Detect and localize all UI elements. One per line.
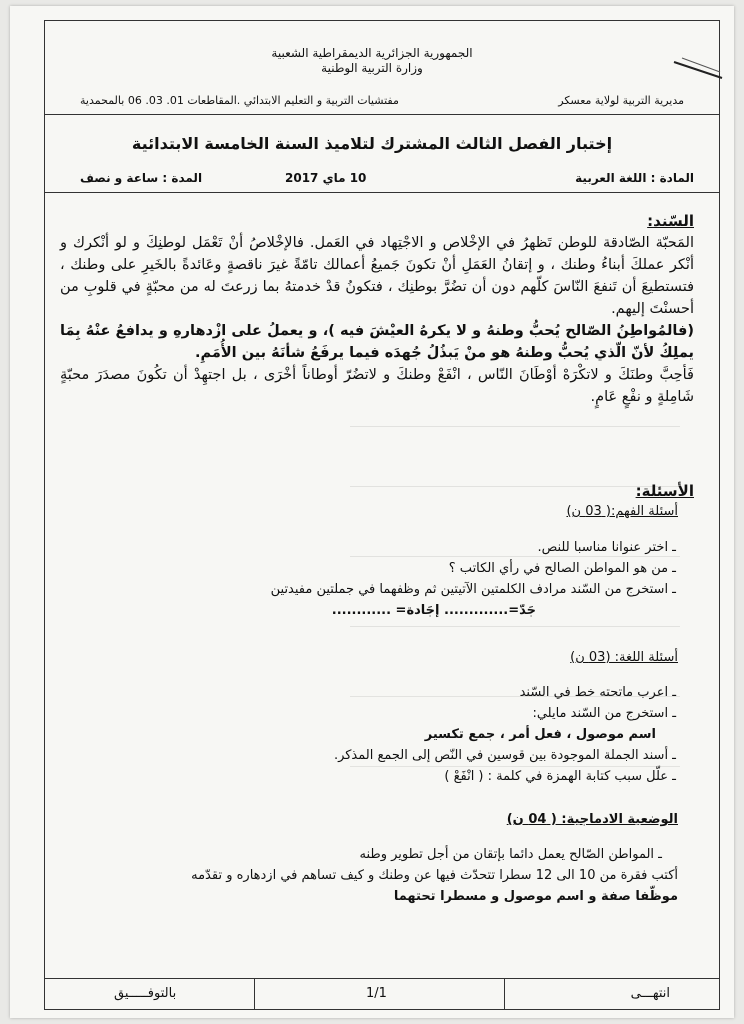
text-paragraph-2: (فالمُواطِنُ الصّالح يُحبُّ وطنهُ و لا يكرهُ العيْشَ فيه )، و يعملُ على ازْدهارهِ و يدافعُ عنْهُ بِمَا يملِكُ لأنّ الّذي يُحبُّ وطنهُ هو منْ يَبذُلُ جُهدَه فيما يرفَعُ شأنَهُ بين الأُمَمِ. bbox=[60, 323, 694, 361]
exam-title: إختبار الفصل الثالث المشترك لتلاميذ السنة الخامسة الابتدائية bbox=[131, 134, 613, 153]
extract-list: اسم موصول ، فعل أمر ، جمع تكسير bbox=[424, 727, 656, 742]
questions-heading: الأسئلة: bbox=[635, 482, 694, 500]
header-divider bbox=[44, 114, 720, 115]
directorate-name: مديرية التربية لولاية معسكر bbox=[558, 94, 684, 107]
republic-name: الجمهورية الجزائرية الديمقراطية الشعبية bbox=[271, 46, 473, 60]
exam-date: 10 ماي 2017 bbox=[285, 171, 367, 185]
exam-duration: المدة : ساعة و نصف bbox=[80, 171, 203, 185]
integration-title: الوضعية الادماجية: ( 04 ن) bbox=[506, 812, 678, 827]
text-paragraph-3: فَأحِبَّ وطنَكَ و لاتكْرَهْ أوْطَانَ النّاس ، انْفَعْ وطنكَ و لاتضُرّ أوطاناً أخْرَى ، بل اجتهِدْ أن تكُونَ مصدَرَ محبّةٍ شَامِلةٍ و نفْعٍ عَامٍ. bbox=[60, 367, 694, 405]
text-body bbox=[60, 232, 694, 408]
header-republic-block bbox=[10, 46, 734, 76]
comprehension-q2: ـ من هو المواطن الصالح في رأي الكاتب ؟ bbox=[448, 561, 676, 576]
comprehension-title: أسئلة الفهم:( 03 ن) bbox=[566, 504, 678, 519]
footer-separator-left bbox=[254, 978, 255, 1010]
text-paragraph-1: المَحبّة الصّادقة للوطن تَظهرُ في الإخْلاص و الاجْتِهاد في العَمل. فالإخْلاصُ أنْ تَعْمَل لوطنِكَ و لو أنْكرك و أنْكر عملكَ أبناءُ وطنك ، و إتقانُ العَمَلِ أنْ تكونَ جَميعُ أعمالك تامّةً غيرَ ناقصةٍ وعَائدةً بالخَيرِ على وطنك ، فتستطيعَ أن تَنفعَ النّاسَ كلّهم دون أن تضُرَّ بوطنِك ، فتكونُ قدْ خدمتهُ بما زرعتَ له من محبّةٍ في قلوبِ من أحسنْتَ إليهم. bbox=[60, 235, 694, 317]
ministry-name: وزارة التربية الوطنية bbox=[321, 61, 423, 75]
exam-meta-row bbox=[80, 171, 694, 191]
integration-line-3: موظّفا صفة و اسم موصول و مسطرا تحتهما bbox=[393, 889, 678, 904]
footer-separator-right bbox=[504, 978, 505, 1010]
language-q1: ـ اعرب ماتحته خط في السّند bbox=[519, 685, 676, 700]
header-admin-row bbox=[80, 92, 684, 110]
exam-subject: المادة : اللغة العربية bbox=[575, 171, 694, 185]
language-questions bbox=[80, 682, 676, 787]
comprehension-q3: ـ استخرج من السّند مرادف الكلمتين الآتيتين ثم وظفهما في جملتين مفيدتين bbox=[270, 582, 676, 597]
integration-line-2: أكتب فقرة من 10 الى 12 سطرا تتحدّث فيها عن وطنك و كيف تساهم في ازدهاره و تقدّمه bbox=[191, 868, 678, 883]
integration-task bbox=[70, 844, 678, 907]
language-q3: ـ أسند الجملة الموجودة بين قوسين في النّص إلى الجمع المذكر. bbox=[333, 748, 676, 763]
exam-sheet bbox=[10, 6, 734, 1018]
footer-end: انتهـــى bbox=[630, 986, 670, 1001]
comprehension-questions bbox=[80, 537, 676, 621]
comprehension-q1: ـ اختر عنوانا مناسبا للنص. bbox=[537, 540, 676, 555]
language-title: أسئلة اللغة: (03 ن) bbox=[570, 650, 678, 665]
integration-line-1: ـ المواطن الصّالح يعمل دائما بإتقان من أجل تطوير وطنه bbox=[359, 847, 662, 862]
text-heading: السّند: bbox=[647, 212, 694, 230]
language-q4: ـ علّل سبب كتابة الهمزة في كلمة : ( انْفَعْ ) bbox=[444, 769, 676, 784]
footer-good-luck: بالتوفـــــيق bbox=[114, 986, 177, 1001]
meta-divider bbox=[44, 192, 720, 193]
language-q2: ـ استخرج من السّند مايلي: bbox=[532, 706, 676, 721]
synonyms-line: جَدّ=............. إجَادة= ............ bbox=[331, 603, 536, 618]
page-number: 1/1 bbox=[366, 986, 387, 1001]
inspectorate-name: مفتشيات التربية و التعليم الابتدائي .المقاطعات 01. 03. 06 بالمحمدية bbox=[80, 94, 399, 107]
footer-row bbox=[44, 978, 720, 1010]
